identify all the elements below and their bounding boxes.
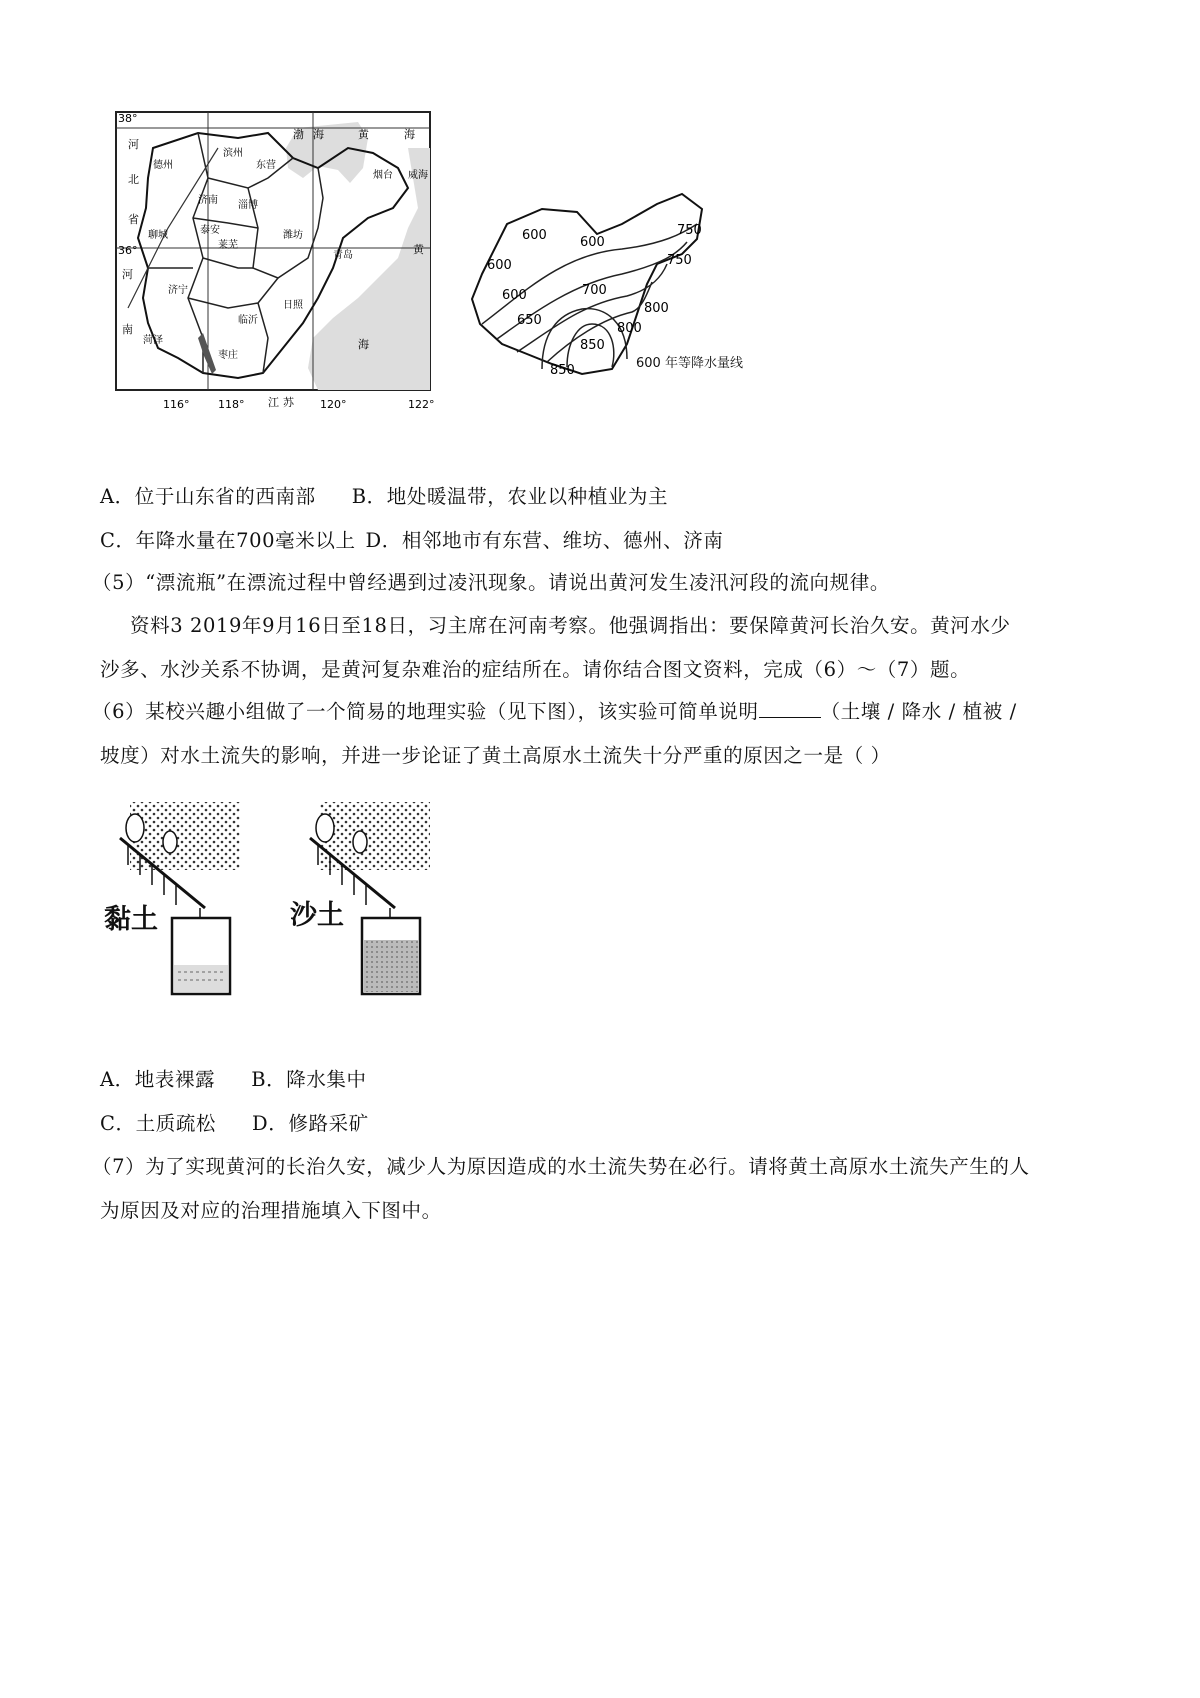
question-5: （5）“漂流瓶”在漂流过程中曾经遇到过凌汛现象。请说出黄河发生凌汛河段的流向规律。 (92, 571, 890, 594)
q4-option-b[interactable]: B．地处暖温带，农业以种植业为主 (351, 485, 669, 508)
svg-text:泰安: 泰安 (200, 225, 220, 236)
svg-text:600: 600 (580, 235, 605, 250)
svg-text:临沂: 临沂 (238, 315, 258, 326)
svg-text:东营: 东营 (256, 160, 276, 171)
q6-option-a[interactable]: A．地表裸露 (100, 1068, 216, 1091)
svg-text:莱芜: 莱芜 (218, 240, 238, 251)
svg-text:聊城: 聊城 (148, 230, 168, 241)
svg-text:650: 650 (517, 313, 542, 328)
lat-label-38: 38° (118, 112, 138, 125)
question-6-line-1: （6）某校兴趣小组做了一个简易的地理实验（见下图），该实验可简单说明 （土壤 / 降水 / 植被 / (92, 700, 1017, 723)
svg-text:渤: 渤 (293, 128, 304, 141)
question-7-line-2: 为原因及对应的治理措施填入下图中。 (100, 1199, 442, 1222)
lon-label-122: 122° (408, 398, 435, 411)
svg-text:800: 800 (617, 321, 642, 336)
svg-text:河: 河 (122, 268, 133, 281)
q6-option-c[interactable]: C．土质疏松 (100, 1112, 217, 1135)
svg-text:省: 省 (128, 213, 139, 226)
sand-label: 沙土 (290, 900, 344, 931)
q4-options-row-1 (100, 483, 668, 511)
svg-text:750: 750 (677, 223, 702, 238)
question-7-line-1: （7）为了实现黄河的长治久安，减少人为原因造成的水土流失势在必行。请将黄土高原水土流失产生的人 (92, 1155, 1030, 1178)
lat-label-36: 36° (118, 244, 138, 257)
svg-text:北: 北 (128, 173, 139, 186)
svg-text:德州: 德州 (153, 160, 173, 171)
svg-text:600: 600 (522, 228, 547, 243)
shandong-admin-map (108, 108, 448, 418)
lon-label-120: 120° (320, 398, 347, 411)
svg-text:济宁: 济宁 (168, 285, 188, 296)
material-3-line-1: 资料3 2019年9月16日至18日，习主席在河南考察。他强调指出：要保障黄河长治久安。黄河水少 (130, 614, 1011, 637)
svg-text:海: 海 (404, 128, 415, 141)
svg-text:700: 700 (582, 283, 607, 298)
q6-option-b[interactable]: B．降水集中 (251, 1068, 367, 1091)
svg-text:威海: 威海 (408, 170, 428, 181)
svg-text:日照: 日照 (283, 300, 303, 311)
svg-text:菏泽: 菏泽 (143, 335, 163, 346)
q6-options-row-2 (100, 1110, 369, 1138)
svg-text:黄: 黄 (358, 128, 369, 141)
q4-option-d[interactable]: D．相邻地市有东营、维坊、德州、济南 (365, 529, 724, 552)
q4-option-a[interactable]: A．位于山东省的西南部 (100, 485, 316, 508)
svg-text:850: 850 (580, 338, 605, 353)
svg-text:南: 南 (122, 323, 133, 336)
svg-text:600: 600 (487, 258, 512, 273)
svg-text:青岛: 青岛 (333, 250, 353, 261)
svg-text:滨州: 滨州 (223, 148, 243, 159)
answer-blank[interactable] (759, 699, 821, 718)
svg-text:济南: 济南 (198, 195, 218, 206)
svg-text:苏: 苏 (283, 396, 294, 409)
svg-text:江: 江 (268, 396, 279, 409)
svg-text:海: 海 (313, 128, 324, 141)
svg-text:烟台: 烟台 (373, 170, 393, 181)
lon-label-116: 116° (163, 398, 190, 411)
svg-text:750: 750 (667, 253, 692, 268)
q6-options-row-1 (100, 1066, 367, 1094)
isohyet-legend: 600 年等降水量线 (636, 356, 743, 371)
q6-option-d[interactable]: D．修路采矿 (252, 1112, 369, 1135)
svg-text:淄博: 淄博 (238, 200, 258, 211)
material-3-line-2: 沙多、水沙关系不协调，是黄河复杂难治的症结所在。请你结合图文资料，完成（6）～（7）题。 (100, 658, 971, 681)
q4-option-c[interactable]: C．年降水量在700毫米以上 (100, 529, 356, 552)
question-6-line-2: 坡度）对水土流失的影响，并进一步论证了黄土高原水土流失十分严重的原因之一是（ ） (100, 744, 891, 767)
clay-label: 黏土 (104, 904, 158, 935)
svg-text:河: 河 (128, 138, 139, 151)
svg-text:海: 海 (358, 338, 369, 351)
lon-label-118: 118° (218, 398, 245, 411)
svg-text:潍坊: 潍坊 (283, 230, 303, 241)
svg-text:枣庄: 枣庄 (218, 350, 238, 361)
svg-text:黄: 黄 (413, 243, 424, 256)
svg-text:800: 800 (644, 301, 669, 316)
svg-text:850: 850 (550, 363, 575, 378)
q4-options-row-2 (100, 527, 723, 555)
svg-text:600: 600 (502, 288, 527, 303)
